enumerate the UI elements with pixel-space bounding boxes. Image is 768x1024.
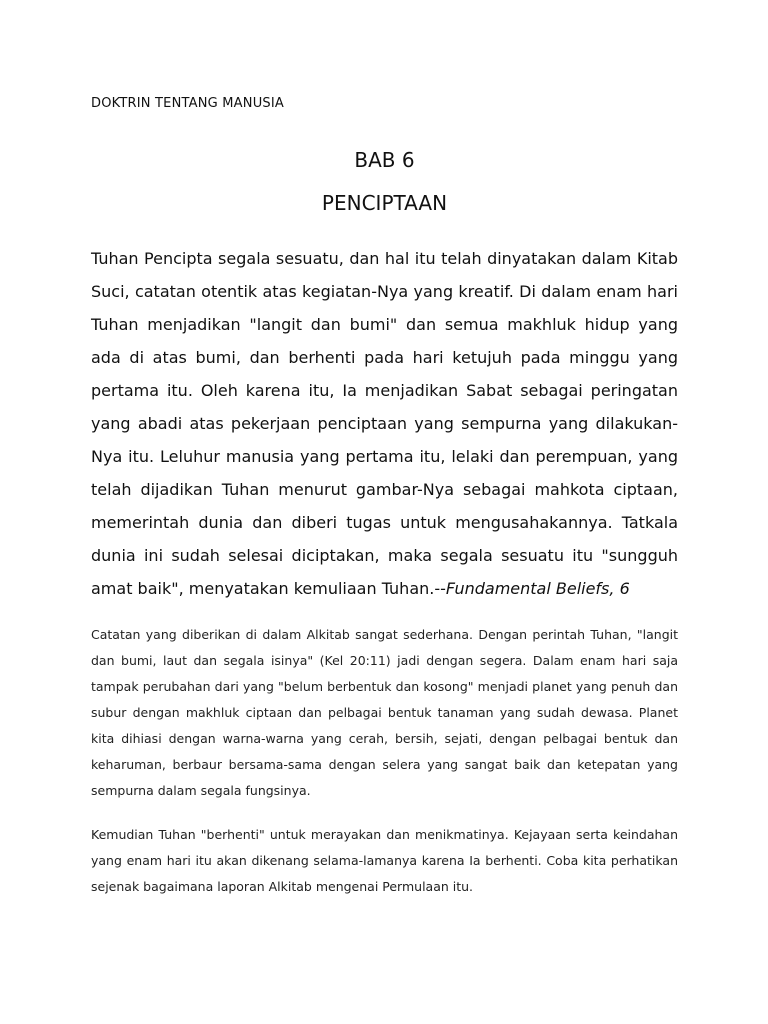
running-header: DOKTRIN TENTANG MANUSIA bbox=[91, 96, 284, 111]
chapter-number: BAB 6 bbox=[354, 148, 415, 172]
body-paragraph-1: Catatan yang diberikan di dalam Alkitab sangat sederhana. Dengan perintah Tuhan, "langit dan bumi, laut dan segala isinya" (Kel 20:11) jadi dengan segera. Dalam enam hari saja tampak perubahan dari yang "belum berbentuk dan kosong" menjadi planet yang penuh dan subur dengan makhluk ciptaan dan pelbagai bentuk tanaman yang sudah dewasa. Planet kita dihiasi dengan warna-warna yang cerah, bersih, sejati, dengan pelbagai bentuk dan keharuman, berbaur bersama-sama dengan selera yang sangat baik dan ketepatan yang sempurna dalam segala fungsinya. bbox=[91, 627, 678, 798]
chapter-title: PENCIPTAAN bbox=[321, 191, 448, 215]
belief-summary-text: Tuhan Pencipta segala sesuatu, dan hal itu telah dinyatakan dalam Kitab Suci, catatan otentik atas kegiatan-Nya yang kreatif. Di dalam enam hari Tuhan menjadikan "langit dan bumi" dan semua makhluk hidup yang ada di atas bumi, dan berhenti pada hari ketujuh pada minggu yang pertama itu. Oleh karena itu, Ia menjadikan Sabat sebagai peringatan yang abadi atas pekerjaan penciptaan yang sempurna yang dilakukan-Nya itu. Leluhur manusia yang pertama itu, lelaki dan perempuan, yang telah dijadikan Tuhan menurut gambar-Nya sebagai mahkota ciptaan, memerintah dunia dan diberi tugas untuk mengusahakannya. Tatkala dunia ini sudah selesai diciptakan, maka segala sesuatu itu "sungguh amat baik", menyatakan kemuliaan Tuhan.-- bbox=[91, 249, 678, 598]
body-paragraph-2: Kemudian Tuhan "berhenti" untuk merayakan dan menikmatinya. Kejayaan serta keindahan yang enam hari itu akan dikenang selama-lamanya karena Ia berhenti. Coba kita perhatikan sejenak bagaimana laporan Alkitab mengenai Permulaan itu. bbox=[91, 827, 678, 894]
belief-summary bbox=[91, 242, 678, 605]
belief-citation: Fundamental Beliefs, 6 bbox=[445, 579, 630, 598]
